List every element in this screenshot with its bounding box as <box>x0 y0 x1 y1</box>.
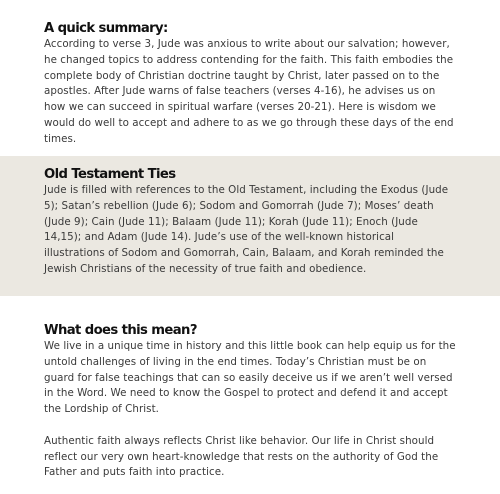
meaning-body-1: We live in a unique time in history and this little book can help equip us for the untold challenges of living in the end times. Today’s Christian must be on guard for false teachings that can so easily deceive us if we aren’t well versed in the Word. We need to know the Gospel to protect and defend it and accept the Lordship of Christ. <box>44 340 456 416</box>
old-testament-heading: Old Testament Ties <box>44 167 176 182</box>
old-testament-section <box>0 156 500 296</box>
summary-section <box>0 20 500 148</box>
summary-heading: A quick summary: <box>44 21 168 36</box>
meaning-body-2: Authentic faith always reflects Christ like behavior. Our life in Christ should reflect our very own heart-knowledge that rests on the authority of God the Father and puts faith into practice. <box>44 434 439 479</box>
meaning-heading: What does this mean? <box>44 323 197 338</box>
summary-body: According to verse 3, Jude was anxious to write about our salvation; however, he changed topics to address contending for the faith. This faith embodies the complete body of Christian doctrine taught by Christ, later passed on to the apostles. After Jude warns of false teachers (verses 4-16), he advises us on how we can succeed in spiritual warfare (verses 20-21). Here is wisdom we would do well to accept and adhere to as we go through these days of the end times. <box>44 38 454 145</box>
meaning-section <box>0 322 500 481</box>
paragraph-spacer <box>44 418 458 434</box>
old-testament-body: Jude is filled with references to the Old Testament, including the Exodus (Jude 5); Satan’s rebellion (Jude 6); Sodom and Gomorrah (Jude 7); Moses’ death (Jude 9); Cain (Jude 11); Balaam (Jude 11); Korah (Jude 11); Enoch (Jude 14,15); and Adam (Jude 14). Jude’s use of the well-known historical illustrations of Sodom and Gomorrah, Cain, Balaam, and Korah reminded the Jewish Christians of the necessity of true faith and obedience. <box>44 184 449 275</box>
